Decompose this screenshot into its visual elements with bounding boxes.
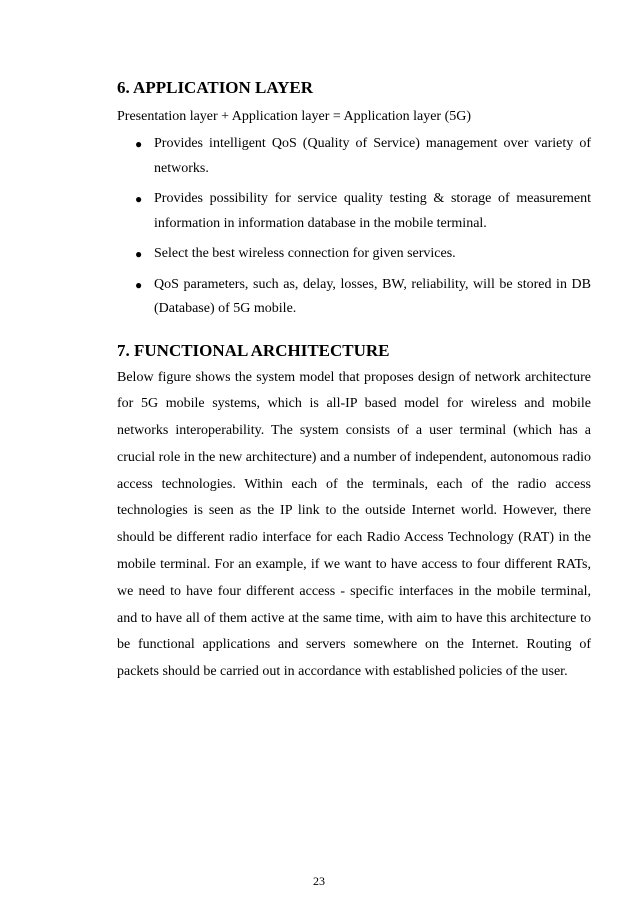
bullet-text: Provides intelligent QoS (Quality of Service) management over variety of networks. (154, 136, 591, 176)
bullet-item (117, 273, 591, 322)
bullet-item (117, 242, 591, 267)
bullet-item (117, 187, 591, 236)
bullet-dot-icon: ● (135, 277, 143, 292)
bullet-dot-icon: ● (135, 247, 143, 261)
bullet-dot-icon: ● (135, 137, 143, 151)
section-7-heading: 7. FUNCTIONAL ARCHITECTURE (117, 340, 390, 360)
page-number: 23 (313, 874, 325, 888)
bullet-dot-icon: ● (135, 192, 143, 206)
bullet-text: Select the best wireless connection for given services. (154, 246, 456, 261)
section-6-subline: Presentation layer + Application layer = Application layer (5G) (117, 109, 472, 124)
page-content (117, 78, 591, 686)
section-6-heading: 6. APPLICATION LAYER (117, 78, 314, 97)
bullet-item (117, 132, 591, 181)
bullet-text: Provides possibility for service quality testing & storage of measurement information in information database in the mobile terminal. (154, 191, 591, 231)
section-6-bullet-list (117, 132, 591, 322)
bullet-text: QoS parameters, such as, delay, losses, BW, reliability, will be stored in DB (Database) of 5G mobile. (154, 276, 591, 316)
section-7-paragraph: Below figure shows the system model that proposes design of network architecture for 5G mobile systems, which is all-IP based model for wireless and mobile networks interoperability. The system consists of a user terminal (which has a crucial role in the new architecture) and a number of independent, autonomous radio access technologies. Within each of the terminals, each of the radio access technologies is seen as the IP link to the outside Internet world. However, there should be different radio interface for each Radio Access Technology (RAT) in the mobile terminal. For an example, if we want to have access to four different RATs, we need to have four different access - specific interfaces in the mobile terminal, and to have all of them active at the same time, with aim to have this architecture to be functional applications and servers somewhere on the Internet. Routing of packets should be carried out in accordance with established policies of the user. (117, 369, 591, 680)
